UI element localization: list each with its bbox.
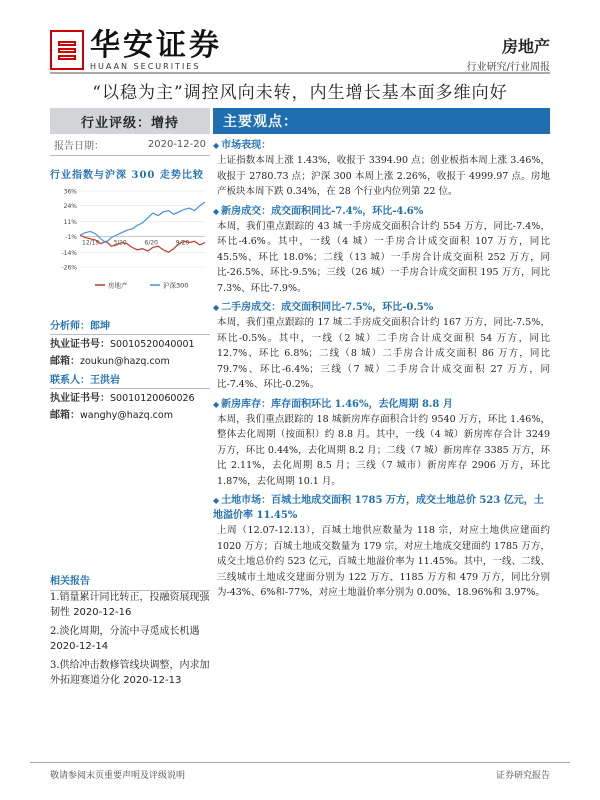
analyst-cert — [50, 337, 210, 352]
logo-seal-icon — [50, 30, 84, 70]
report-type: 行业研究/行业周报 — [466, 62, 550, 73]
section-title: ◆ 二手房成交：成交面积同比-7.5%，环比-0.5% — [213, 300, 550, 315]
analyst-email-label: 邮箱： — [50, 356, 80, 367]
contact-email-label: 邮箱： — [50, 410, 80, 421]
contact-cert — [50, 391, 210, 406]
x-tick-label: 12/19 — [82, 239, 100, 247]
section-inventory — [213, 397, 550, 490]
section-body: 本周，我们重点跟踪的 18 城新房库存面积合计约 9540 万方，环比 1.46%，整体去化周期（按面积）约 8.8 月。其中，一线（4 城）新房库存合计 3249 万方，环比 0.44%，去化周期 8.2 月；二线（7 城）新房库存 3385 万方，环比 2.11%，去化周期 8.5 月；三线（7 城市）新房库存 2906 万方，环比 1.87%，去化周期 10.1 月。 — [217, 413, 550, 487]
related-report-text: 3.供给冲击数修管线块调整，内求加外拓迎赛道分化 — [50, 660, 210, 686]
related-reports-list — [50, 590, 218, 692]
section-new-home — [213, 204, 550, 297]
left-sidebar — [50, 108, 210, 423]
legend-label: 沪深300 — [163, 281, 189, 290]
related-reports-title: 相关报告 — [50, 572, 210, 591]
logo-name-cn: 华安证券 — [90, 27, 222, 63]
report-headline: “以稳为主”调控风向未转，内生增长基本面多维向好 — [92, 83, 508, 103]
related-report-item[interactable] — [50, 624, 218, 654]
related-report-text: 1.销量累计同比转正，投融资展现强韧性 — [50, 592, 210, 618]
section-body: 本周，我们重点跟踪的 17 城二手房成交面积合计约 167 万方，同比-7.5%，环比-0.5%。其中，一线（2 城）二手房合计成交面积 54 万方，同比 12.7%、环比 6.8%；二线（8 城）二手房合计成交面积 86 万方，同比 79.7%、环比-6.4%；三线（7 城）二手房合计成交面积 27 万方，同比-7.4%、环比-0.2%。 — [217, 317, 550, 390]
report-date-value: 2020-12-20 — [147, 139, 206, 150]
header-divider — [50, 72, 550, 74]
sector-label: 房地产 — [501, 37, 550, 56]
related-report-date: 2020-12-14 — [50, 641, 109, 652]
y-tick-label: 36% — [63, 188, 77, 196]
related-report-text: 2.淡化周期，分流中寻觅成长机遇 — [50, 626, 200, 637]
section-land — [213, 493, 550, 601]
contact-email — [50, 408, 210, 423]
section-title: ◆ 新房库存：库存面积环比 1.46%，去化周期 8.8 月 — [213, 397, 550, 412]
section-market — [213, 138, 550, 200]
trend-chart-svg — [50, 185, 210, 295]
related-report-date: 2020-12-13 — [123, 675, 182, 686]
footer-divider — [30, 762, 570, 763]
x-tick-label: 3/20 — [113, 239, 127, 247]
key-points-heading: 主要观点： — [213, 108, 550, 134]
analyst-role: 分析师： — [50, 321, 90, 332]
y-tick-label: -1% — [65, 233, 77, 241]
analyst-email-value[interactable]: zoukun@hazq.com — [80, 356, 170, 367]
y-tick-label: -14% — [61, 249, 77, 257]
report-date-label: 报告日期： — [54, 141, 104, 152]
contact-cert-label: 执业证书号： — [50, 393, 110, 404]
contact-cert-value: S0010120060026 — [110, 393, 195, 404]
analyst-name: 郎坤 — [90, 321, 110, 332]
x-tick-label: 6/20 — [144, 239, 158, 247]
section-body: 本周，我们重点跟踪的 43 城一手房成交面积合计约 554 万方，同比-7.4%，环比-4.6%。其中，一线（4 城）一手房合计成交面积 107 万方，同比 45.5%、环比 18.0%；二线（13 城）一手房合计成交面积 252 万方，同比-26.5%、环比-9.5%；三线（26 城）一手房合计成交面积 195 万方，同比 7.3%、环比-7.9%。 — [217, 220, 550, 294]
x-tick-label: 9/20 — [175, 239, 190, 247]
contact-name: 王洪岩 — [90, 375, 120, 386]
related-report-date: 2020-12-16 — [73, 607, 132, 618]
section-title: ◆ 土地市场：百城土地成交面积 1785 万方，成交土地总价 523 亿元，土地溢价率 11.45% — [213, 493, 550, 523]
footer-company: 证券研究报告 — [495, 771, 550, 781]
section-second-hand — [213, 300, 550, 393]
section-title: ◆ 市场表现： — [213, 138, 550, 153]
analyst-heading — [50, 317, 210, 335]
contact-heading — [50, 371, 210, 389]
key-points-column — [213, 108, 550, 601]
y-tick-label: 24% — [63, 203, 77, 211]
logo-name-en: HUAAN SECURITIES — [90, 61, 201, 71]
section-body: 上周（12.07-12.13），百城土地供应数量为 118 宗，对应土地供应建面约 1020 万方；百城土地成交数量为 179 宗，对应土地成交建面约 1785 万方，成交土地总价约 523 亿元，百城土地溢价率为 11.45%。其中，一线、二线、三线城市土地成交建面分别为 122 万方、1185 万方和 479 万方，同比分别为-43%、6%和-77%，对应土地溢价率分别为 0.00%、18.96%和 3.97%。 — [217, 525, 550, 598]
index-trend-chart — [50, 185, 210, 295]
analyst-cert-label: 执业证书号： — [50, 339, 110, 350]
y-tick-label: -26% — [61, 264, 77, 272]
section-title: ◆ 新房成交：成交面积同比-7.4%，环比-4.6% — [213, 204, 550, 219]
report-date-row — [50, 134, 210, 156]
industry-rating: 行业评级：增持 — [50, 108, 210, 134]
legend-label: 房地产 — [108, 281, 128, 290]
contact-role: 联系人： — [50, 375, 90, 386]
company-logo — [50, 25, 295, 75]
section-body: 上证指数本周上涨 1.43%，收报于 3394.90 点；创业板指本周上涨 3.46%，收报于 2780.73 点；沪深 300 本周上涨 2.26%，收报于 4999.97 点。房地产板块本周下跌 0.34%，在 28 个行业内位列第 22 位。 — [217, 155, 550, 197]
related-report-item[interactable] — [50, 590, 218, 620]
contact-email-value[interactable]: wanghy@hazq.com — [80, 410, 173, 421]
footer-disclaimer: 敬请参阅末页重要声明及评级说明 — [50, 771, 186, 781]
y-tick-label: 11% — [63, 219, 77, 227]
related-report-item[interactable] — [50, 658, 218, 688]
analyst-email — [50, 354, 210, 369]
analyst-cert-value: S0010520040001 — [110, 339, 195, 350]
chart-title: 行业指数与沪深 300 走势比较 — [50, 170, 204, 181]
